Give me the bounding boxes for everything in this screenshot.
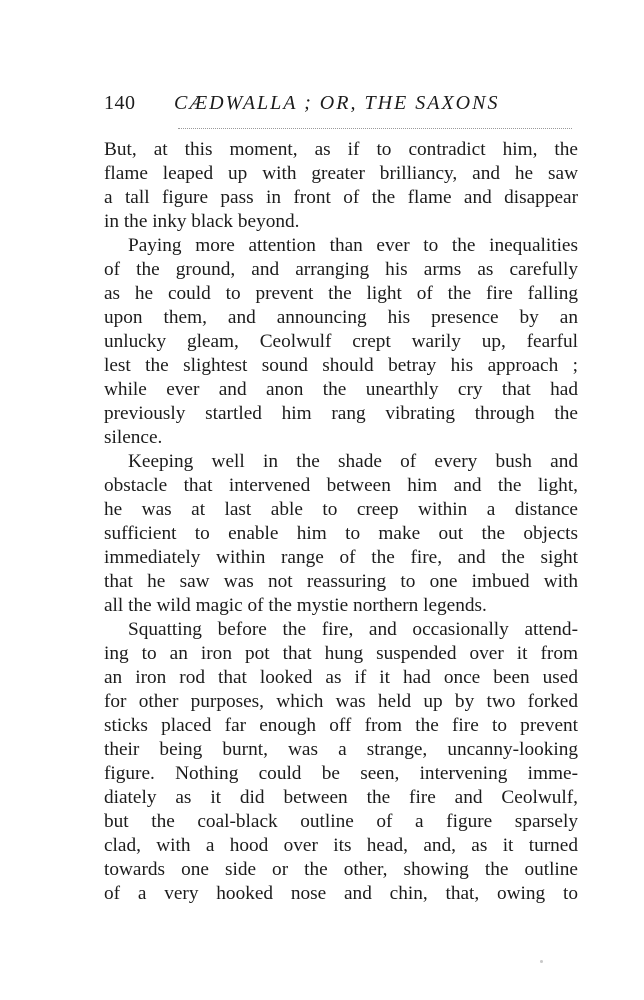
text-line: but the coal-black outline of a figure sparsely (104, 811, 578, 832)
paper-speck (540, 960, 543, 963)
text-line: sticks placed far enough off from the fire to prevent (104, 715, 578, 736)
text-line: all the wild magic of the mystie northern legends. (104, 595, 487, 616)
text-line: Paying more attention than ever to the inequalities (128, 235, 578, 256)
header-rule (178, 128, 572, 129)
text-line: obstacle that intervened between him and the light, (104, 475, 578, 496)
text-line: figure. Nothing could be seen, intervening imme- (104, 763, 578, 784)
text-line: a tall figure pass in front of the flame and disappear (104, 187, 578, 208)
text-line: their being burnt, was a strange, uncanny-looking (104, 739, 578, 760)
text-line: an iron rod that looked as if it had once been used (104, 667, 578, 688)
text-line: previously startled him rang vibrating through the (104, 403, 578, 424)
text-line: for other purposes, which was held up by two forked (104, 691, 578, 712)
text-line: diately as it did between the fire and Ceolwulf, (104, 787, 578, 808)
text-line: Squatting before the fire, and occasionally attend- (128, 619, 578, 640)
text-line: he was at last able to creep within a distance (104, 499, 578, 520)
text-line: Keeping well in the shade of every bush and (128, 451, 578, 472)
text-line: that he saw was not reassuring to one imbued with (104, 571, 578, 592)
text-line: clad, with a hood over its head, and, as it turned (104, 835, 578, 856)
text-line: upon them, and announcing his presence by an (104, 307, 578, 328)
text-line: lest the slightest sound should betray his approach ; (104, 355, 578, 376)
text-line: silence. (104, 427, 163, 448)
text-line: towards one side or the other, showing the outline (104, 859, 578, 880)
body-text (104, 138, 578, 906)
text-line: while ever and anon the unearthly cry that had (104, 379, 578, 400)
running-title: CÆDWALLA ; OR, THE SAXONS (174, 92, 500, 114)
text-line: as he could to prevent the light of the fire falling (104, 283, 578, 304)
text-line: of the ground, and arranging his arms as carefully (104, 259, 578, 280)
text-line: ing to an iron pot that hung suspended over it from (104, 643, 578, 664)
text-line: sufficient to enable him to make out the objects (104, 523, 578, 544)
page-number: 140 (104, 92, 136, 114)
text-line: in the inky black beyond. (104, 211, 300, 232)
text-line: of a very hooked nose and chin, that, owing to (104, 883, 578, 904)
running-head (104, 92, 578, 122)
text-line: immediately within range of the fire, and the sight (104, 547, 578, 568)
text-line: But, at this moment, as if to contradict him, the (104, 139, 578, 160)
text-line: unlucky gleam, Ceolwulf crept warily up, fearful (104, 331, 578, 352)
text-line: flame leaped up with greater brilliancy, and he saw (104, 163, 578, 184)
